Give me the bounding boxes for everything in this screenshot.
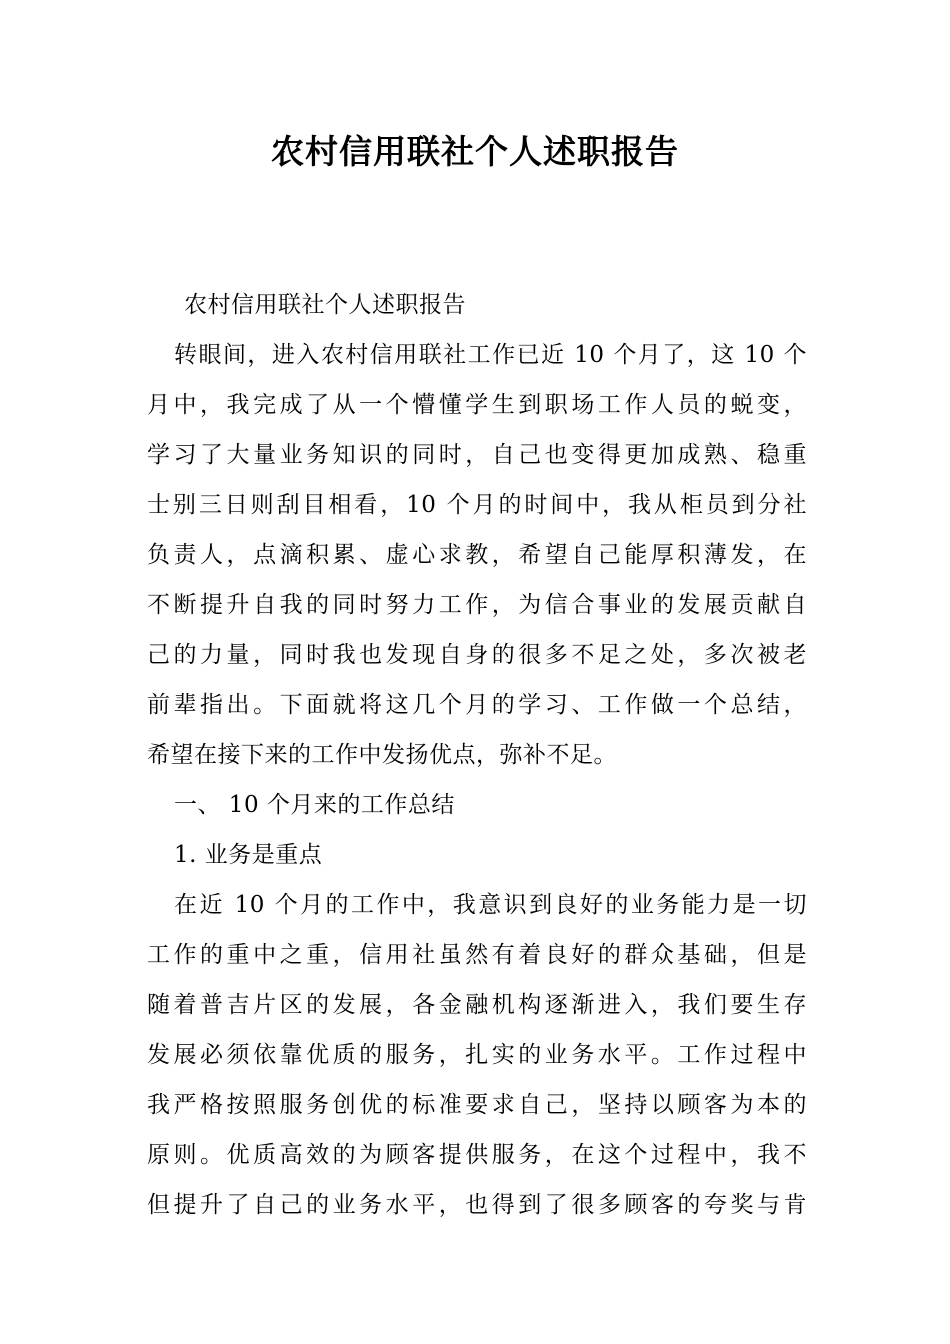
paragraph-line: 我严格按照服务创优的标准要求自己，坚持以顾客为本的 [147, 1092, 807, 1118]
paragraph-line: 原则。优质高效的为顾客提供服务，在这个过程中，我不 [147, 1142, 807, 1168]
paragraph-line: 发展必须依靠优质的服务，扎实的业务水平。工作过程中 [147, 1042, 807, 1068]
paragraph-line: 己的力量，同时我也发现自身的很多不足之处，多次被老 [147, 642, 807, 668]
paragraph-line: 士别三日则刮目相看，10 个月的时间中，我从柜员到分社 [147, 492, 807, 518]
section-heading: 一、 10 个月来的工作总结 [174, 792, 455, 818]
paragraph-line: 在近 10 个月的工作中，我意识到良好的业务能力是一切 [174, 892, 807, 918]
paragraph-line: 月中，我完成了从一个懵懂学生到职场工作人员的蜕变， [147, 392, 807, 418]
paragraph-line: 学习了大量业务知识的同时，自己也变得更加成熟、稳重 [147, 442, 807, 468]
paragraph-line: 但提升了自己的业务水平，也得到了很多顾客的夸奖与肯 [147, 1192, 807, 1218]
subtitle-line: 农村信用联社个人述职报告 [184, 292, 466, 318]
paragraph-line: 不断提升自我的同时努力工作，为信合事业的发展贡献自 [147, 592, 807, 618]
paragraph-line: 负责人，点滴积累、虚心求教，希望自己能厚积薄发，在 [147, 542, 807, 568]
subsection-heading: 1. 业务是重点 [174, 842, 323, 868]
paragraph-line: 随着普吉片区的发展，各金融机构逐渐进入，我们要生存 [147, 992, 807, 1018]
paragraph-line: 前辈指出。下面就将这几个月的学习、工作做一个总结， [147, 692, 807, 718]
paragraph-line: 工作的重中之重，信用社虽然有着良好的群众基础，但是 [147, 942, 807, 968]
document-title: 农村信用联社个人述职报告 [271, 132, 679, 171]
paragraph-line: 希望在接下来的工作中发扬优点，弥补不足。 [147, 742, 617, 768]
paragraph-line: 转眼间，进入农村信用联社工作已近 10 个月了，这 10 个 [174, 342, 807, 368]
document-body [147, 280, 807, 1230]
